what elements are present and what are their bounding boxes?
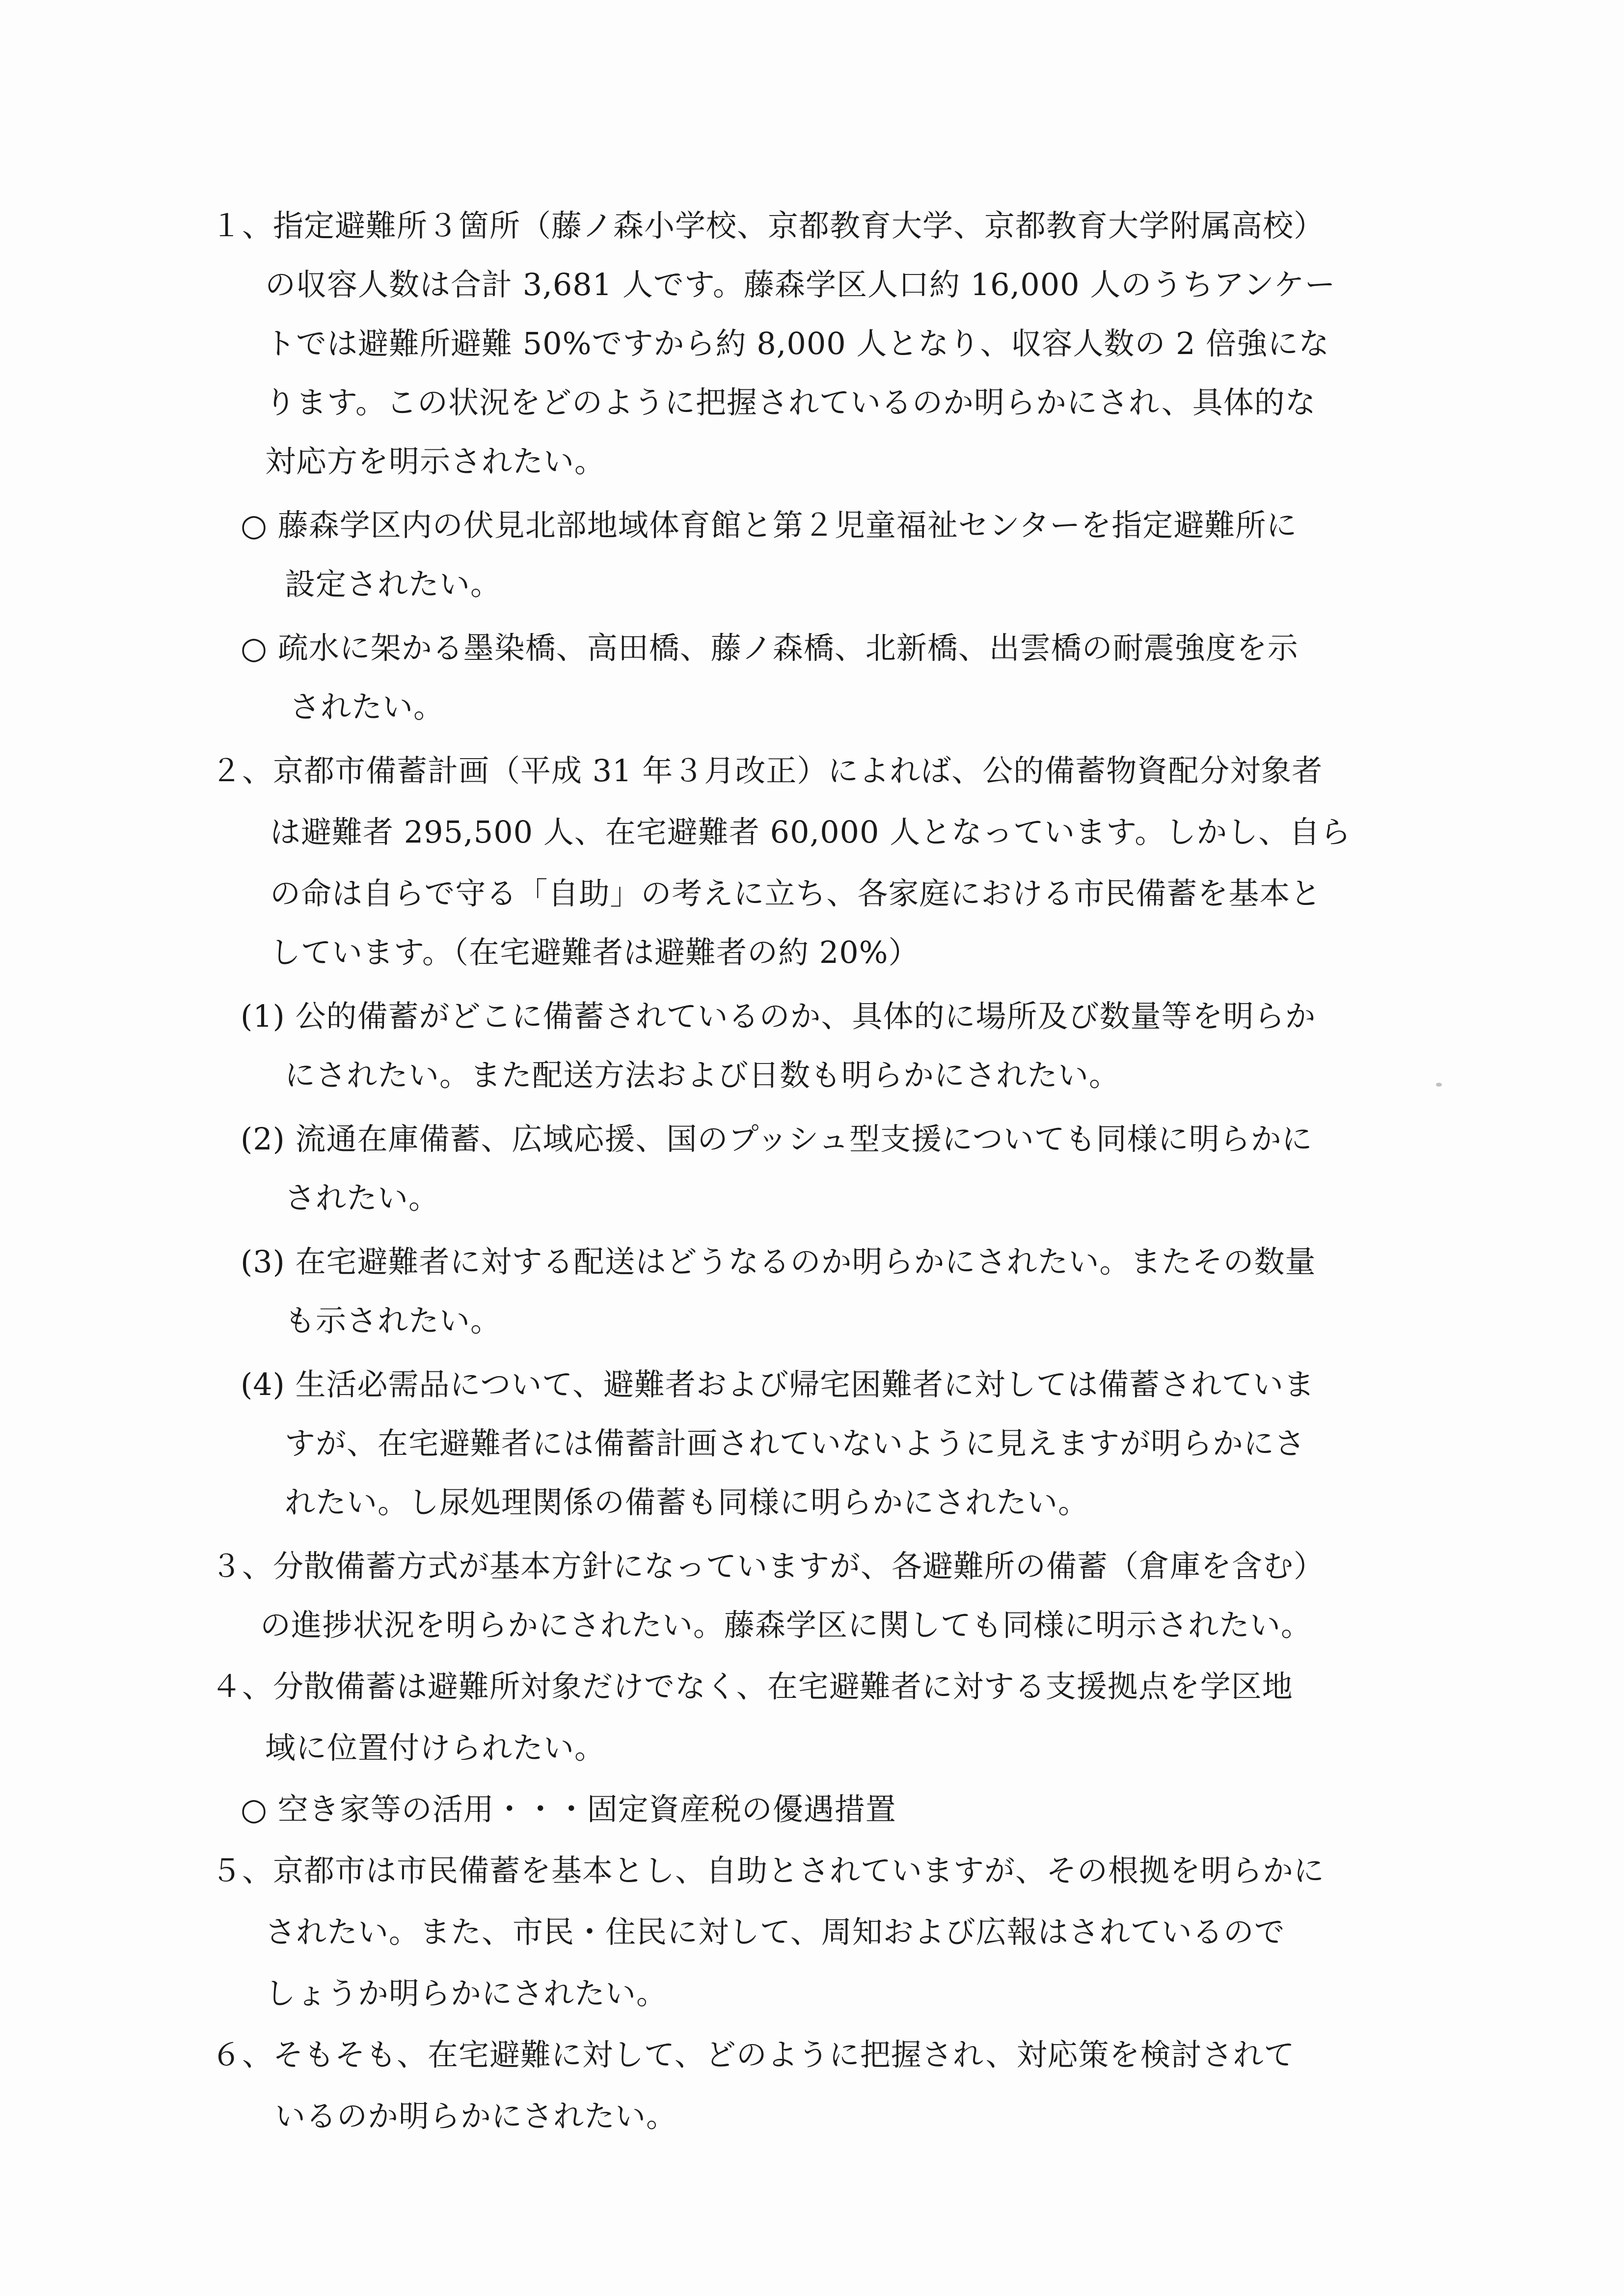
item-3-line-1: ３、分散備蓄方式が基本方針になっていますが、各避難所の備蓄（倉庫を含む） bbox=[211, 1548, 1325, 1584]
item-2-sub-1-line-2: にされたい。また配送方法および日数も明らかにされたい。 bbox=[285, 1057, 1120, 1093]
item-1-bullet-1-line-1: ○ 藤森学区内の伏見北部地域体育館と第２児童福祉センターを指定避難所に bbox=[241, 507, 1298, 543]
item-2-line-1: ２、京都市備蓄計画（平成 31 年３月改正）によれば、公的備蓄物資配分対象者 bbox=[211, 753, 1323, 789]
item-2-line-3: の命は自らで守る「自助」の考えに立ち、各家庭における市民備蓄を基本と bbox=[270, 875, 1322, 911]
item-1-bullet-1-line-2: 設定されたい。 bbox=[285, 566, 502, 602]
item-1-bullet-2-line-1: ○ 疏水に架かる墨染橋、高田橋、藤ノ森橋、北新橋、出雲橋の耐震強度を示 bbox=[241, 630, 1299, 666]
item-2-sub-2-line-1: (2) 流通在庫備蓄、広域応援、国のプッシュ型支援についても同様に明らかに bbox=[241, 1121, 1313, 1157]
item-6-line-1: ６、そもそも、在宅避難に対して、どのように把握され、対応策を検討されて bbox=[211, 2037, 1295, 2073]
item-2-line-2: は避難者 295,500 人、在宅避難者 60,000 人となっています。しかし、自ら bbox=[270, 814, 1352, 850]
item-5-line-3: しょうか明らかにされたい。 bbox=[265, 1975, 668, 2011]
item-5-line-1: ５、京都市は市民備蓄を基本とし、自助とされていますが、その根拠を明らかに bbox=[211, 1853, 1325, 1888]
scan-speck bbox=[1436, 1083, 1442, 1087]
item-4-bullet-1: ○ 空き家等の活用・・・固定資産税の優遇措置 bbox=[241, 1791, 896, 1827]
item-1-line-3: トでは避難所避難 50%ですから約 8,000 人となり、収容人数の 2 倍強にな bbox=[265, 326, 1330, 361]
item-3-line-2: の進捗状況を明らかにされたい。藤森学区に関しても同様に明示されたい。 bbox=[260, 1607, 1312, 1643]
item-2-line-4: しています。（在宅避難者は避難者の約 20%） bbox=[270, 934, 920, 970]
item-1-line-4: ります。この状況をどのように把握されているのか明らかにされ、具体的な bbox=[265, 384, 1316, 420]
item-2-sub-3-line-2: も示されたい。 bbox=[285, 1303, 502, 1339]
item-2-sub-4-line-3: れたい。し尿処理関係の備蓄も同様に明らかにされたい。 bbox=[285, 1484, 1089, 1520]
item-4-line-1: ４、分散備蓄は避難所対象だけでなく、在宅避難者に対する支援拠点を学区地 bbox=[211, 1668, 1293, 1704]
item-2-sub-2-line-2: されたい。 bbox=[285, 1180, 440, 1216]
item-2-sub-4-line-2: すが、在宅避難者には備蓄計画されていないように見えますが明らかにさ bbox=[285, 1425, 1306, 1461]
item-6-line-2: いるのか明らかにされたい。 bbox=[275, 2098, 677, 2134]
item-1-bullet-2-line-2: されたい。 bbox=[290, 689, 445, 725]
item-4-line-2: 域に位置付けられたい。 bbox=[265, 1730, 606, 1766]
item-1-line-1: １、指定避難所３箇所（藤ノ森小学校、京都教育大学、京都教育大学附属高校） bbox=[211, 208, 1325, 244]
item-2-sub-1-line-1: (1) 公的備蓄がどこに備蓄されているのか、具体的に場所及び数量等を明らか bbox=[241, 998, 1316, 1034]
item-1-line-2: の収容人数は合計 3,681 人です。藤森学区人口約 16,000 人のうちアンケー bbox=[265, 267, 1336, 302]
item-1-line-5: 対応方を明示されたい。 bbox=[265, 443, 606, 479]
item-2-sub-4-line-1: (4) 生活必需品について、避難者および帰宅困難者に対しては備蓄されていま bbox=[241, 1367, 1315, 1402]
item-2-sub-3-line-1: (3) 在宅避難者に対する配送はどうなるのか明らかにされたい。またその数量 bbox=[241, 1244, 1316, 1280]
item-5-line-2: されたい。また、市民・住民に対して、周知および広報はされているので bbox=[265, 1914, 1285, 1950]
